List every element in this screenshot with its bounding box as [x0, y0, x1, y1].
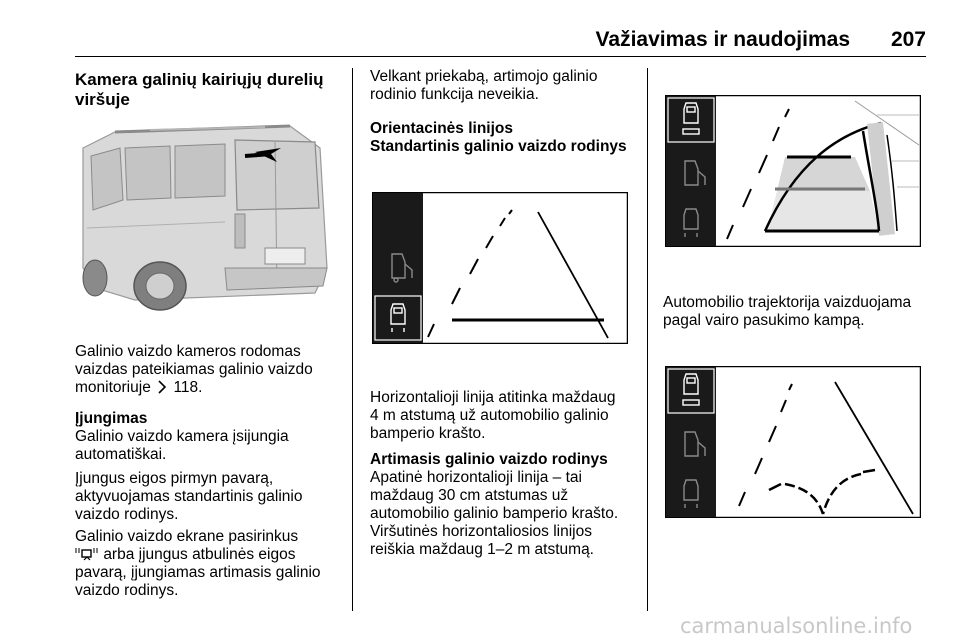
camera-view-button-icon[interactable]	[75, 547, 99, 561]
subheading-close-view: Artimasis galinio vaizdo rodinys	[370, 451, 608, 468]
standard-rear-view-screen	[372, 192, 628, 344]
subheading-standard-view: Standartinis galinio vaizdo rodinys	[370, 138, 627, 155]
paragraph-forward-gear: Įjungus eigos pirmyn pavarą, aktyvuojamas standartinis galinio vaizdo rodinys.	[75, 470, 303, 523]
close-rear-view-screen	[665, 95, 921, 247]
column-divider-left	[352, 68, 353, 611]
header-rule	[75, 56, 926, 57]
page-number: 207	[890, 28, 926, 51]
paragraph-trailer: Velkant priekabą, artimojo galinio rodinio funkcija neveikia.	[370, 68, 598, 103]
page-ref-link[interactable]: 118.	[173, 379, 203, 396]
page-header-title: Važiavimas ir naudojimas	[595, 28, 850, 51]
watermark: carmanualsonline.info	[680, 614, 913, 638]
paragraph-close-view: Apatinė horizontalioji linija – tai maždaug 30 cm atstumas už automobilio galinio bamperio krašto. Viršutinės horizontaliosios linijos reiškia maždaug 1–2 m atstumą.	[370, 469, 619, 558]
column-divider-right	[647, 68, 648, 611]
paragraph-activation: Galinio vaizdo kamera įsijungia automatiškai.	[75, 428, 289, 463]
section-title: Kamera galinių kairiųjų durelių viršuje	[75, 70, 324, 109]
page-ref-arrow-icon[interactable]	[157, 380, 167, 394]
paragraph-horizontal-line: Horizontalioji linija atitinka maždaug 4 m atstumą už automobilio galinio bamperio krašto.	[370, 389, 616, 442]
close-rear-view-coupling-screen	[665, 366, 921, 518]
subheading-activation: Įjungimas	[75, 410, 148, 427]
paragraph-camera-image: Galinio vaizdo kameros rodomas vaizdas pateikiamas galinio vaizdo monitoriuje 118.	[75, 343, 313, 396]
paragraph-trajectory: Automobilio trajektorija vaizduojama pagal vairo pasukimo kampą.	[663, 294, 912, 329]
van-rear-camera-illustration	[75, 118, 333, 318]
subheading-guide-lines: Orientacinės linijos	[370, 120, 513, 137]
paragraph-reverse-gear: Galinio vaizdo ekrane pasirinkus arba įjungus atbulinės eigos pavarą, įjungiamas artimasis galinio vaizdo rodinys.	[75, 528, 321, 599]
